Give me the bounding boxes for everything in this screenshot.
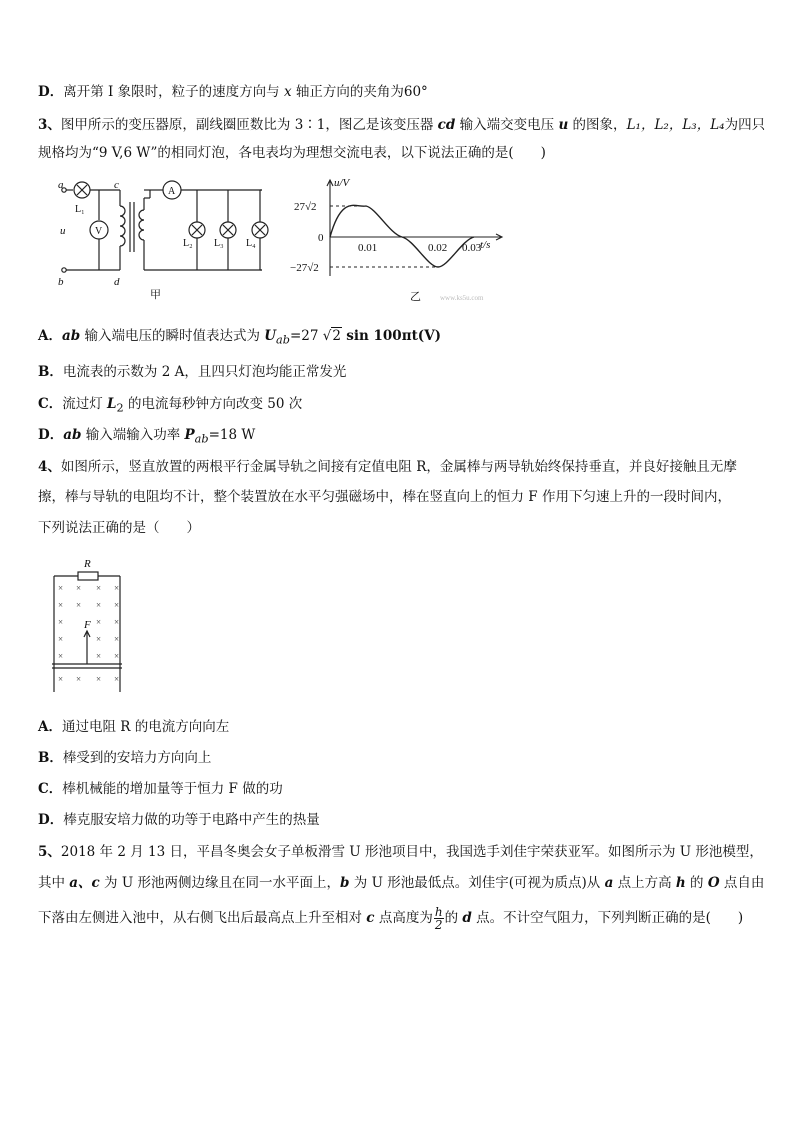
q3-option-b: B．电流表的示数为 2 A，且四只灯泡均能正常发光 bbox=[38, 364, 347, 380]
q3-option-d: D．ab 输入端输入功率 $P_{ab}=18$ W bbox=[38, 427, 256, 446]
fraction-h-over-2: $\frac{h}{2}$ bbox=[434, 905, 443, 932]
q5-stem-line2: 其中 a、c 为 U 形池两侧边缘且在同一水平面上，b 为 U 形池最低点。刘佳宇(可视为质点)从 a 点上方高 h 的 O 点自由 bbox=[38, 875, 765, 891]
field-cross-mark: × bbox=[114, 634, 120, 644]
field-cross-mark: × bbox=[58, 583, 64, 593]
q4-option-a: A．通过电阻 R 的电流方向向左 bbox=[38, 719, 230, 735]
field-cross-mark: × bbox=[58, 674, 64, 684]
q3-figure-circuit bbox=[52, 180, 282, 305]
q4-option-c: C．棒机械能的增加量等于恒力 F 做的功 bbox=[38, 781, 283, 797]
label-l2: L₂ bbox=[183, 238, 193, 249]
graph-x-axis-label: t/s bbox=[480, 239, 491, 251]
field-cross-mark: × bbox=[114, 600, 120, 610]
field-cross-mark: × bbox=[96, 600, 102, 610]
label-l4: L₄ bbox=[246, 238, 256, 249]
q4-force-label: F bbox=[84, 619, 91, 631]
graph-y-axis-label: u/V bbox=[334, 177, 350, 189]
field-cross-mark: × bbox=[76, 674, 82, 684]
caption-yi: 乙 bbox=[410, 291, 421, 303]
field-cross-mark: × bbox=[114, 674, 120, 684]
q5-stem-line3: 下落由左侧进入池中，从右侧飞出后最高点上升至相对 c 点高度为 $\frac{h}{2}$ 的 d 点。不计空气阻力，下列判断正确的是( ) bbox=[38, 905, 744, 932]
label-b: b bbox=[58, 276, 64, 288]
field-cross-mark: × bbox=[76, 583, 82, 593]
field-cross-mark: × bbox=[58, 651, 64, 661]
field-cross-mark: × bbox=[96, 617, 102, 627]
field-cross-mark: × bbox=[96, 651, 102, 661]
field-cross-mark: × bbox=[76, 600, 82, 610]
field-cross-mark: × bbox=[114, 583, 120, 593]
graph-tick-1: 0.01 bbox=[358, 242, 378, 254]
label-c: c bbox=[114, 180, 119, 191]
label-a: a bbox=[58, 180, 64, 191]
q4-stem-line3: 下列说法正确的是（ ） bbox=[38, 520, 200, 536]
graph-tick-3: 0.03 bbox=[462, 242, 482, 254]
q3-figure-graph bbox=[290, 176, 520, 306]
graph-tick-2: 0.02 bbox=[428, 242, 448, 254]
field-cross-mark: × bbox=[114, 617, 120, 627]
watermark: www.ks5u.com bbox=[440, 294, 484, 302]
field-cross-mark: × bbox=[96, 674, 102, 684]
q4-stem-line2: 擦，棒与导轨的电阻均不计，整个装置放在水平匀强磁场中，棒在竖直向上的恒力 F 作用下匀速上升的一段时间内， bbox=[38, 489, 731, 505]
graph-y-min: −27√2 bbox=[290, 262, 319, 274]
field-cross-mark: × bbox=[96, 583, 102, 593]
q4-resistor-label: R bbox=[84, 558, 91, 570]
graph-origin: 0 bbox=[318, 232, 324, 244]
q4-option-b: B．棒受到的安培力方向向上 bbox=[38, 750, 212, 766]
label-l1: L₁ bbox=[75, 204, 85, 215]
field-cross-mark: × bbox=[96, 634, 102, 644]
q5-stem-line1: 5、2018 年 2 月 13 日，平昌冬奥会女子单板滑雪 U 形池项目中，我国选手刘佳宇荣获亚军。如图所示为 U 形池模型， bbox=[38, 844, 763, 860]
field-cross-mark: × bbox=[114, 651, 120, 661]
prev-option-d: D．离开第 I 象限时，粒子的速度方向与 x 轴正方向的夹角为60° bbox=[38, 84, 428, 100]
label-u: u bbox=[60, 225, 66, 237]
q3-option-a: A．ab 输入端电压的瞬时值表达式为 $U_{ab}=27$ √2 sin 100πt(V) bbox=[38, 328, 442, 347]
label-l3: L₃ bbox=[214, 238, 224, 249]
field-cross-mark: × bbox=[58, 634, 64, 644]
q3-stem-line1: 3、图甲所示的变压器原，副线圈匝数比为 3∶1，图乙是该变压器 cd 输入端交变电压 u 的图象，L₁，L₂，L₃，L₄为四只 bbox=[38, 117, 766, 133]
field-cross-mark: × bbox=[58, 600, 64, 610]
graph-y-max: 27√2 bbox=[294, 201, 317, 213]
q3-option-c: C．流过灯 $L_2$ 的电流每秒钟方向改变 50 次 bbox=[38, 396, 303, 415]
voltmeter-label: V bbox=[95, 226, 103, 237]
field-cross-mark: × bbox=[58, 617, 64, 627]
caption-jia: 甲 bbox=[150, 289, 161, 301]
label-d: d bbox=[114, 276, 120, 288]
q4-stem-line1: 4、如图所示，竖直放置的两根平行金属导轨之间接有定值电阻 R，金属棒与两导轨始终保持垂直，并良好接触且无摩 bbox=[38, 459, 737, 475]
ammeter-label: A bbox=[168, 186, 176, 197]
q4-figure bbox=[48, 556, 130, 694]
q3-stem-line2: 规格均为“9 V,6 W”的相同灯泡，各电表均为理想交流电表，以下说法正确的是( ) bbox=[38, 145, 546, 161]
q4-option-d: D．棒克服安培力做的功等于电路中产生的热量 bbox=[38, 812, 320, 828]
